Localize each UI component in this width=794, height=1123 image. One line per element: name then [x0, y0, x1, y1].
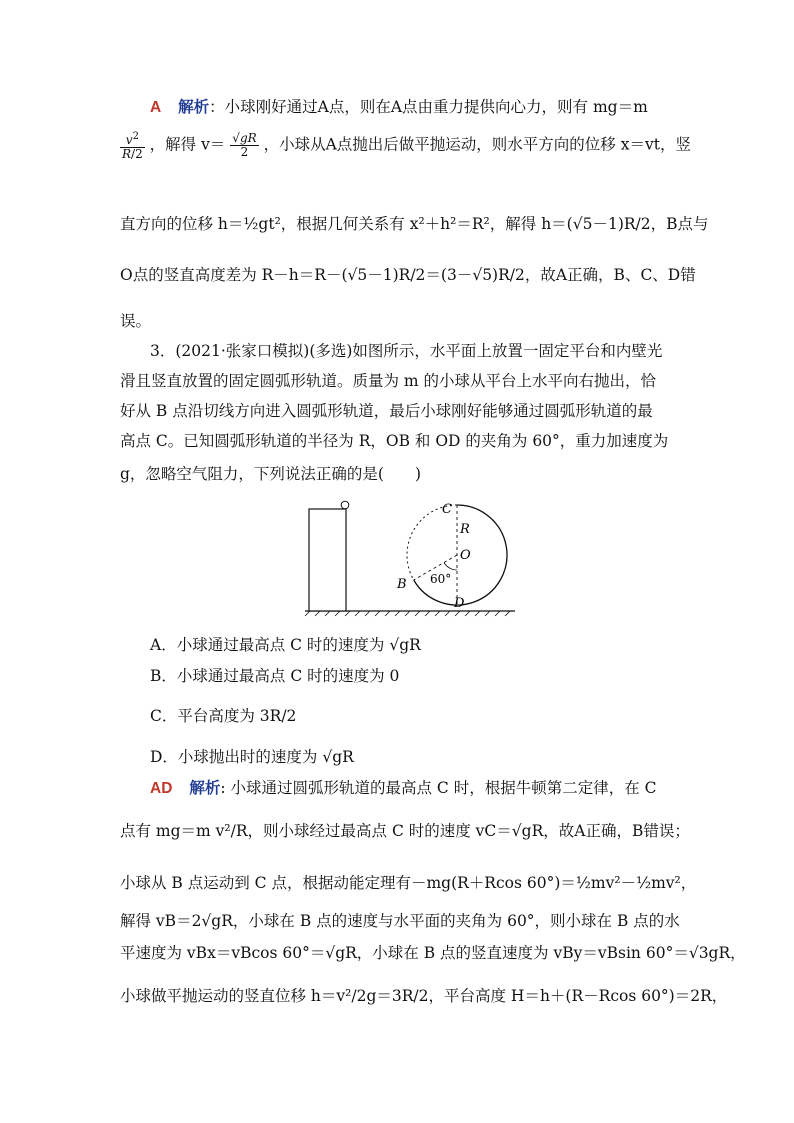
question-line-4: 高点 C。已知圆弧形轨道的半径为 R，OB 和 OD 的夹角为 60°，重力加速度为 [120, 432, 669, 450]
option-c: C．平台高度为 3R/2 [150, 707, 297, 725]
analysis-label: 解析 [189, 778, 221, 797]
question-line-5: g，忽略空气阻力，下列说法正确的是( ) [120, 465, 422, 483]
ground-hatch [305, 611, 510, 616]
question-line-3: 好从 B 点沿切线方向进入圆弧形轨道，最后小球刚好能够通过圆弧形轨道的最 [120, 402, 653, 420]
fraction-v2-over-r2: $\frac{v^2}{R/2}$ [122, 131, 143, 161]
solution-text: ：小球刚好通过A点，则在A点由重力提供向心力，则有 mg＝m [209, 98, 648, 116]
solution-text: : 小球通过圆弧形轨道的最高点 C 时，根据牛顿第二定律，在 C [220, 779, 657, 797]
option-d: D．小球抛出时的速度为 √gR [150, 748, 354, 766]
solution-a-line-5: 误。 [120, 312, 152, 330]
solution-ad-line-6: 小球做平抛运动的竖直位移 h＝v²/2g＝3R/2，平台高度 H＝h＋(R－Rcos 60°)＝2R， [120, 987, 728, 1005]
ball [341, 501, 349, 509]
solution-ad-line-4: 解得 vB＝2√gR，小球在 B 点的速度与水平面的夹角为 60°，则小球在 B 点的水 [120, 912, 680, 930]
angle-arc [444, 563, 457, 571]
platform [309, 509, 346, 611]
answer-letter: A [150, 99, 162, 116]
option-b: B．小球通过最高点 C 时的速度为 0 [150, 667, 400, 685]
solution-ad-line-5: 平速度为 vBx＝vBcos 60°＝√gR，小球在 B 点的竖直速度为 vBy＝vBsin 60°＝√3gR， [120, 944, 746, 962]
question-line-1: 3．(2021·张家口模拟)(多选)如图所示，水平面上放置一固定平台和内壁光 [150, 342, 663, 360]
label-r: R [460, 522, 470, 537]
solution-a-line-1 [120, 96, 676, 119]
solution-a-line-2 [120, 130, 691, 161]
label-angle: 60° [430, 572, 452, 586]
solution-text: ，小球从A点抛出后做平抛运动，则水平方向的位移 x＝vt，竖 [263, 135, 691, 154]
analysis-label: 解析 [178, 97, 210, 116]
label-b: B [397, 577, 407, 592]
label-o: O [460, 548, 471, 563]
label-d: D [454, 596, 465, 611]
answer-letters: AD [150, 780, 173, 797]
track-figure [300, 495, 520, 620]
solution-a-line-4: O点的竖直高度差为 R－h＝R－(√5－1)R/2＝(3－√5)R/2，故A正确，B、C、D错 [120, 266, 696, 284]
solution-ad-line-3: 小球从 B 点运动到 C 点，根据动能定理有－mg(R＋Rcos 60°)＝½mv²－½mv²， [120, 874, 697, 892]
sqrt-gr-over-2: $\frac{√gR}{2}$ [232, 131, 257, 159]
question-line-2: 滑且竖直放置的固定圆弧形轨道。质量为 m 的小球从平台上水平向右抛出，恰 [120, 372, 657, 390]
solution-ad-line-1 [120, 777, 676, 800]
label-c: C [442, 502, 452, 517]
option-a: A．小球通过最高点 C 时的速度为 √gR [150, 636, 421, 654]
solution-ad-line-2: 点有 mg＝m v²/R，则小球经过最高点 C 时的速度 vC＝√gR，故A正确，B错误； [120, 822, 690, 840]
solution-a-line-3: 直方向的位移 h＝½gt²，根据几何关系有 x²＋h²＝R²，解得 h＝(√5－1)R/2，B点与 [120, 215, 709, 233]
solution-text: ，解得 v＝ [149, 135, 226, 154]
